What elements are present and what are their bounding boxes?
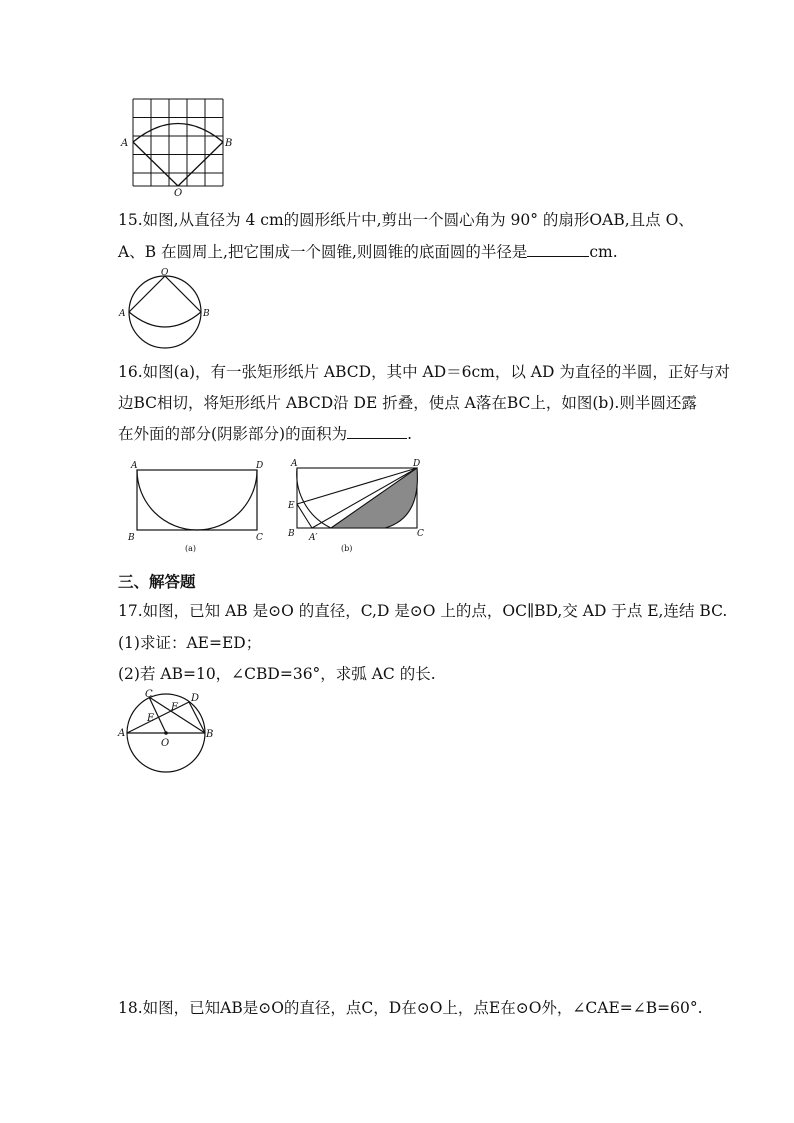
label-b: B (288, 529, 295, 539)
label-e: E (147, 713, 155, 724)
figure-grid-arc (118, 96, 238, 198)
label-c: C (417, 529, 424, 539)
q16-line3-end: . (407, 425, 413, 443)
figure-17 (116, 686, 220, 776)
label-o: O (161, 268, 169, 278)
q17-part1: (1)求证：AE=ED； (118, 634, 262, 652)
figure-16a (125, 458, 270, 554)
label-a: A (291, 459, 298, 469)
figure-16b (285, 456, 430, 554)
label-f: F (171, 702, 178, 713)
label-b: B (225, 138, 233, 149)
label-b: B (203, 309, 210, 319)
label-c: C (145, 689, 153, 700)
label-a-prime: A′ (309, 533, 318, 543)
label-c: C (256, 533, 263, 543)
label-b: B (128, 533, 135, 543)
q16-line3 (118, 424, 412, 444)
label-o: O (161, 738, 170, 749)
label-a: A (119, 309, 126, 319)
q18-line1: 18.如图，已知AB是⊙O的直径，点C，D在⊙O上，点E在⊙O外，∠CAE=∠B=60°. (118, 999, 703, 1017)
label-d: D (191, 693, 200, 704)
answer-blank (527, 242, 589, 257)
q15-line2 (118, 242, 618, 262)
label-o: O (174, 188, 183, 198)
label-a: A (131, 461, 138, 471)
label-a: A (118, 728, 126, 739)
section-title: 三、解答题 (118, 573, 196, 591)
label-d: D (413, 459, 421, 469)
label-d: D (256, 461, 264, 471)
q16-line2: 边BC相切，将矩形纸片 ABCD沿 DE 折叠，使点 A落在BC上，如图(b).则半圆还露 (118, 394, 697, 412)
q15-line1: 15.如图,从直径为 4 cm的圆形纸片中,剪出一个圆心角为 90° 的扇形OAB,且点 O、 (118, 211, 694, 229)
answer-blank (347, 424, 407, 439)
caption-a: (a) (185, 544, 197, 553)
figure-circle-sector (115, 268, 215, 352)
q16-line3-text: 在外面的部分(阴影部分)的面积为 (118, 425, 348, 443)
caption-b: (b) (341, 544, 353, 553)
q15-line2-unit: cm. (589, 243, 618, 261)
q17-part2: (2)若 AB=10，∠CBD=36°，求弧 AC 的长. (118, 665, 436, 683)
q16-line1: 16.如图(a)，有一张矩形纸片 ABCD，其中 AD＝6cm，以 AD 为直径的半圆，正好与对 (118, 363, 730, 381)
q15-line2-text: A、B 在圆周上,把它围成一个圆锥,则圆锥的底面圆的半径是 (118, 243, 528, 261)
label-a: A (121, 138, 129, 149)
label-b: B (206, 729, 214, 740)
label-e: E (288, 501, 295, 511)
center-point (164, 731, 168, 735)
q17-line1: 17.如图，已知 AB 是⊙O 的直径，C,D 是⊙O 上的点，OC∥BD,交 AD 于点 E,连结 BC. (118, 602, 728, 620)
